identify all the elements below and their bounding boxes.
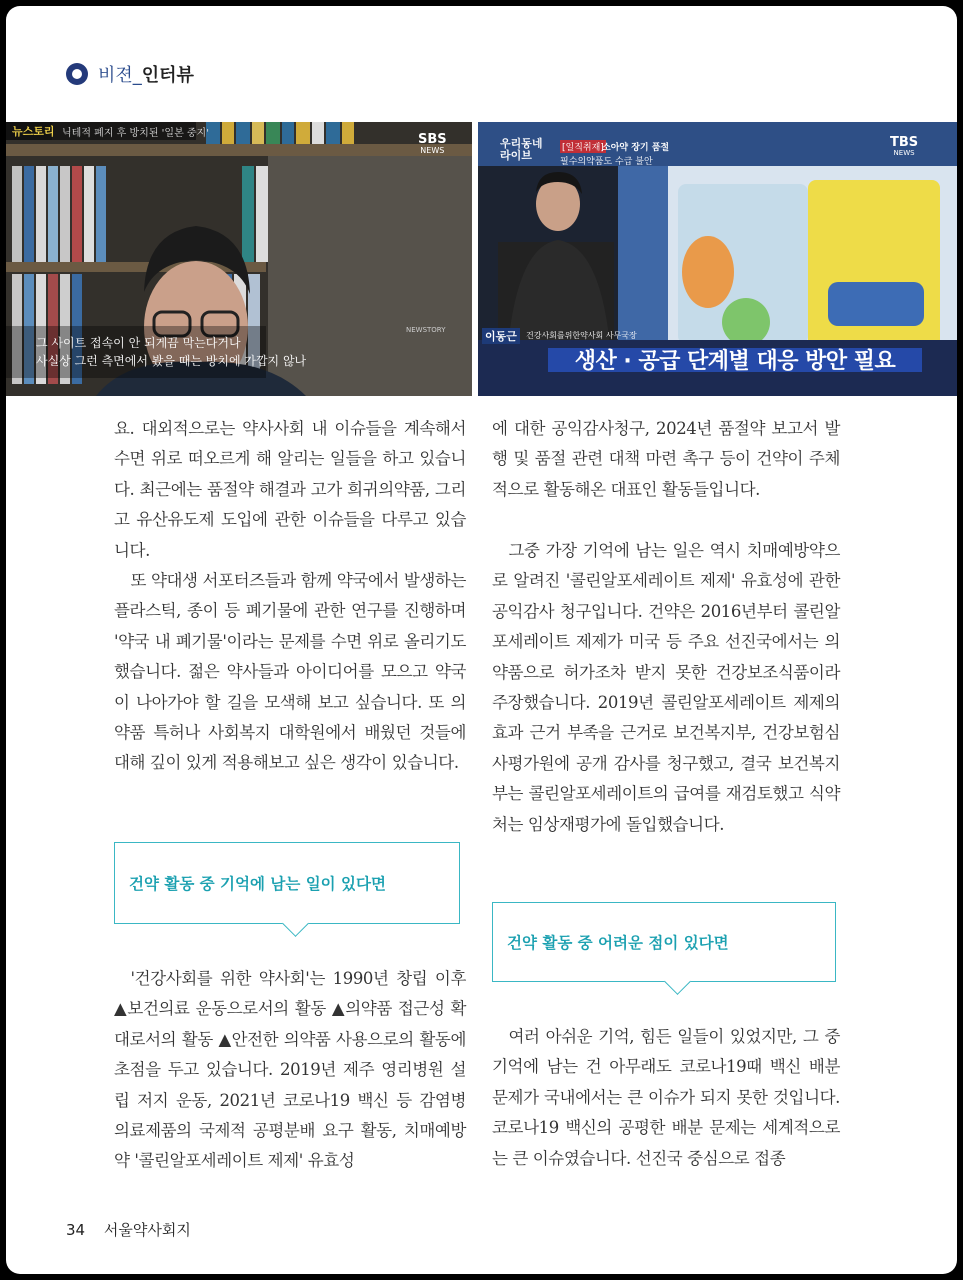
left-paragraph-3: '건강사회를 위한 약사회'는 1990년 창립 이후 ▲보건의료 운동으로서의 활동 ▲의약품 접근성 확대로서의 활동 ▲안전한 의약품 사용으로의 활동에 초점을 두고 있습니다. 2019년 제주 영리병원 설립 저지 운동, 2021년 코로나19 백신 등 감염병 의료제품의 국제적 공평분배 요구 활동, 치매예방약 '콜린알포세레이트 제제' 유효성 xyxy=(114,969,466,1171)
tbs-topic: 소아약 장기 품절 xyxy=(602,143,670,153)
right-paragraph-3: 여러 아쉬운 기억, 힘든 일들이 있었지만, 그 중 기억에 남는 건 아무래도 코로나19때 백신 배분 문제가 국내에서는 큰 이슈가 되지 못한 것입니다. 코로나19 백신의 공평한 배분 문제는 세계적으로는 큰 이슈였습니다. 선진국 중심으로 접종 xyxy=(492,1027,840,1168)
page-footer xyxy=(66,1219,205,1240)
tbs-show-line-1: 우리동네 xyxy=(500,137,543,150)
question-difficult-text: 건약 활동 중 어려운 점이 있다면 xyxy=(507,934,729,952)
publication-name: 서울약사회지 xyxy=(103,1221,191,1239)
tbs-headline: 생산 · 공급 단계별 대응 방안 필요 xyxy=(574,349,896,374)
tbs-tag: [일직취재] xyxy=(560,140,606,153)
right-paragraph-2: 그중 가장 기억에 남는 일은 역시 치매예방약으로 알려진 '콜린알포세레이트 제제' 유효성에 관한 공익감사 청구입니다. 건약은 2016년부터 콜린알포세레이트 제제가 미국 등 주요 선진국에서는 의약품으로 허가조차 받지 못한 건강보조식품이라 주장했습니다. 2019년 콜린알포세레이트 제제의 효과 근거 부족을 근거로 보건복지부, 건강보험심사평가원에 공개 감사를 청구했고, 결국 보건복지부는 콜린알포세레이트의 급여를 재검토했고 식약처는 임상재평가에 돌입했습니다. xyxy=(492,541,840,834)
tbs-logo-bottom: NEWS xyxy=(893,149,915,157)
tbs-show-line-2: 라이브 xyxy=(500,149,532,162)
sbs-caption-2: 사실상 그런 측면에서 봤을 때는 방치에 가깝지 않나 xyxy=(36,354,307,368)
tbs-person-role: 건강사회를위한약사회 사무국장 xyxy=(526,331,637,340)
question-memorable-text: 건약 활동 중 기억에 남는 일이 있다면 xyxy=(129,875,386,893)
left-column-bottom xyxy=(114,964,466,1177)
right-column-top xyxy=(492,414,840,505)
sbs-caption-1: 그 사이트 접속이 안 되게끔 막는다거나 xyxy=(36,336,241,350)
right-paragraph-1: 에 대한 공익감사청구, 2024년 품절약 보고서 발행 및 품절 관련 대책 마련 촉구 등이 건약이 주체적으로 활동해온 대표인 활동들입니다. xyxy=(492,419,840,499)
left-paragraph-1: 요. 대외적으로는 약사사회 내 이슈들을 계속해서 수면 위로 떠오르게 해 알리는 일들을 하고 있습니다. 최근에는 품절약 해결과 고가 희귀의약품, 그리고 유산유도제 도입에 관한 이슈들을 다루고 있습니다. xyxy=(114,419,466,560)
sbs-program-tag: 뉴스토리 xyxy=(12,125,55,138)
right-column-bottom xyxy=(492,1022,840,1174)
right-column-middle xyxy=(492,536,840,840)
tbs-show-name xyxy=(500,138,543,162)
tbs-news-still xyxy=(478,122,957,396)
left-column-top xyxy=(114,414,466,779)
sbs-logo-bottom: NEWS xyxy=(420,146,445,155)
section-header xyxy=(66,61,194,87)
sbs-headline: 닉테적 폐지 후 방치된 '일본 중지' xyxy=(62,128,209,139)
section-bullet-icon xyxy=(66,63,88,85)
question-box-difficult xyxy=(492,902,836,982)
tbs-news-logo xyxy=(890,135,919,158)
left-paragraph-2: 또 약대생 서포터즈들과 함께 약국에서 발생하는 플라스틱, 종이 등 폐기물에 관한 연구를 진행하며 '약국 내 폐기물'이라는 문제를 수면 위로 올리기도 했습니다. 젊은 약사들과 아이디어를 모으고 약국이 나아가야 할 길을 모색해 보고 싶습니다. 또 의약품 특허나 사회복지 대학원에서 배웠던 것들에 대해 깊이 있게 적용해보고 싶은 생각이 있습니다. xyxy=(114,571,466,773)
section-prefix: 비젼_ xyxy=(98,65,142,86)
sbs-news-logo xyxy=(418,134,447,156)
tbs-logo-top: TBS xyxy=(890,135,919,150)
magazine-page xyxy=(6,6,957,1274)
question-box-memorable xyxy=(114,842,460,924)
sbs-news-still xyxy=(6,122,472,396)
tbs-subtopic: 필수의약품도 수급 불안 xyxy=(560,157,653,167)
sbs-watermark: NEWSTORY xyxy=(406,326,446,334)
sbs-logo-top: SBS xyxy=(418,132,447,147)
page-number: 34 xyxy=(66,1221,86,1239)
section-title: 인터뷰 xyxy=(141,65,194,86)
tbs-person-name: 이동근 xyxy=(482,328,520,344)
